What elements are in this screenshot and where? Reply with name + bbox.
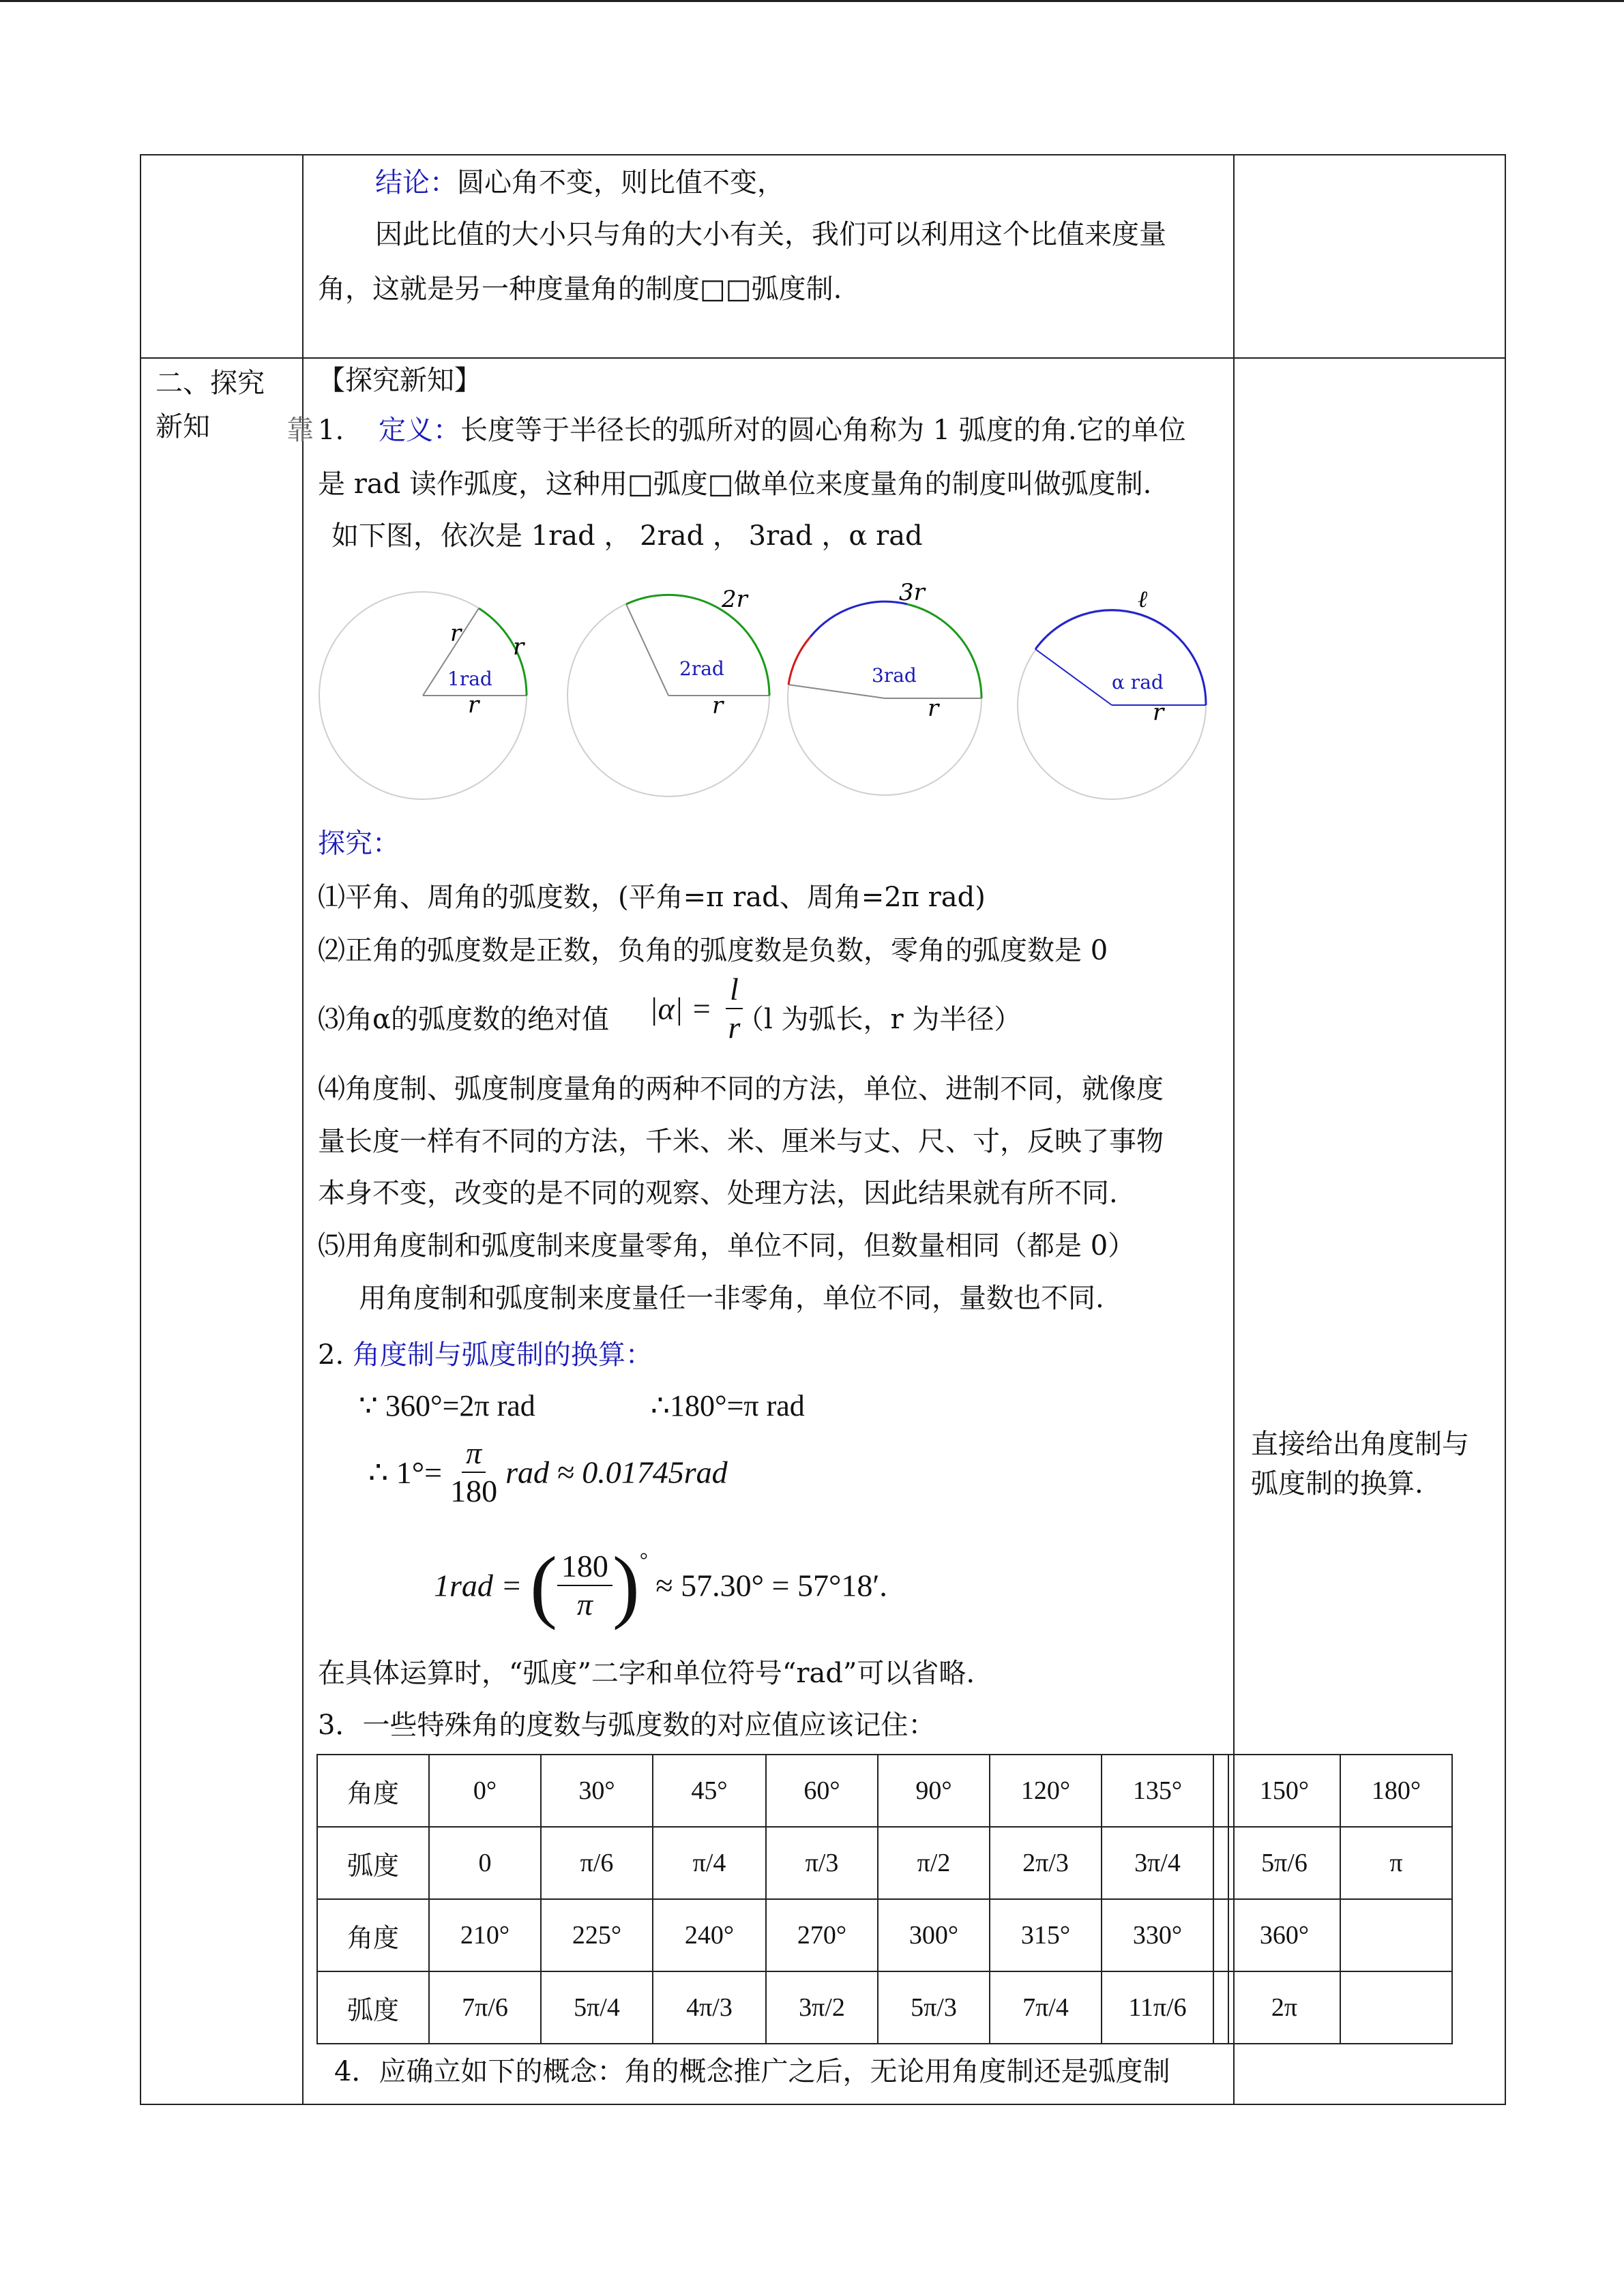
row-divider <box>140 357 1506 359</box>
label-r: r <box>928 695 939 722</box>
one-degree-formula <box>368 1435 728 1510</box>
table-row-header: 角度 <box>317 1755 429 1827</box>
table-left-border <box>140 154 141 2105</box>
definition-line-2: 是 rad 读作弧度，这种用□弧度□做单位来度量角的制度叫做弧度制. <box>318 468 1152 500</box>
table-cell: π/3 <box>766 1827 878 1899</box>
para-line-2: 角，这就是另一种度量角的制度□□弧度制. <box>318 273 842 305</box>
conclusion-label: 结论： <box>375 167 457 198</box>
table-cell: 225° <box>541 1899 653 1971</box>
table-row-header: 弧度 <box>317 1971 429 2044</box>
explore-item-5-line1: ⑸用角度制和弧度制来度量零角，单位不同，但数量相同（都是 0） <box>318 1230 1136 1262</box>
frac-den: π <box>576 1587 593 1622</box>
table-cell: 0° <box>429 1755 541 1827</box>
conversion-num: 2. <box>318 1339 344 1371</box>
definition-text: 长度等于半径长的弧所对的圆心角称为 1 弧度的角.它的单位 <box>460 415 1186 446</box>
table-row <box>317 1971 1452 2044</box>
table-row <box>317 1755 1452 1827</box>
table-cell: 5π/4 <box>541 1971 653 2044</box>
table-right-border <box>1505 154 1506 2105</box>
col-divider-1 <box>302 154 304 2105</box>
explore-item-2: ⑵正角的弧度数是正数，负角的弧度数是负数，零角的弧度数是 0 <box>318 935 1108 966</box>
frac-num: π <box>462 1435 486 1473</box>
table-cell <box>1213 1827 1228 1899</box>
abs-alpha-formula <box>649 971 748 1046</box>
special-angles-heading: 3．一些特殊角的度数与弧度数的对应值应该记住： <box>318 1710 936 1741</box>
conclusion-text: 圆心角不变，则比值不变， <box>457 167 784 198</box>
one-rad-formula <box>434 1538 887 1632</box>
table-cell: 5π/6 <box>1228 1827 1340 1899</box>
explore-item-3 <box>318 1001 609 1038</box>
arc-green <box>907 604 981 698</box>
table-cell: 330° <box>1102 1899 1213 1971</box>
explore-item-5-line2: 用角度制和弧度制来度量任一非零角，单位不同，量数也不同. <box>359 1283 1104 1314</box>
label-r: r <box>712 692 724 719</box>
special-angles-table <box>316 1754 1453 2044</box>
table-row <box>317 1827 1452 1899</box>
table-cell: 5π/3 <box>878 1971 990 2044</box>
arc-blue <box>810 601 907 637</box>
radius-angled <box>626 604 668 696</box>
label-r: r <box>1153 699 1164 726</box>
explore-item-3-prefix: ⑶角α的弧度数的绝对值 <box>318 1004 610 1035</box>
stray-char: 靠 <box>286 415 314 446</box>
section-label <box>156 361 265 449</box>
table-cell: 2π/3 <box>990 1827 1102 1899</box>
section-label-line2: 新知 <box>156 411 210 443</box>
definition-line <box>318 414 1186 447</box>
table-cell: π <box>1340 1827 1452 1899</box>
definition-num: 1. <box>318 415 344 446</box>
explore-heading: 【探究新知】 <box>318 365 482 396</box>
one-rad-prefix: 1rad = <box>434 1568 522 1603</box>
table-cell: 135° <box>1102 1755 1213 1827</box>
table-cell: 11π/6 <box>1102 1971 1213 2044</box>
pi-over-180 <box>446 1435 501 1510</box>
conversion-180: ∴180°=π rad <box>651 1389 805 1422</box>
page-top-border <box>0 0 1624 2</box>
table-cell: 90° <box>878 1755 990 1827</box>
explore-item-3-suffix: （l 为弧长，r 为半径） <box>737 1004 1022 1035</box>
table-cell: 7π/6 <box>429 1971 541 2044</box>
table-cell: 180° <box>1340 1755 1452 1827</box>
arc-green <box>626 595 769 696</box>
explore-item-4-line2: 量长度一样有不同的方法，千米、米、厘米与丈、尺、寸，反映了事物 <box>318 1126 1164 1157</box>
para-line-1: 因此比值的大小只与角的大小有关，我们可以利用这个比值来度量 <box>375 219 1166 250</box>
table-cell: 7π/4 <box>990 1971 1102 2044</box>
one-degree-suffix: rad ≈ 0.01745rad <box>505 1455 728 1490</box>
right-note <box>1251 1425 1469 1504</box>
conversion-360: ∵ 360°=2π rad <box>359 1389 535 1422</box>
frac-den: 180 <box>450 1474 498 1508</box>
label-arc: 3r <box>899 580 925 606</box>
radius-angled <box>1035 649 1112 705</box>
table-cell: 3π/4 <box>1102 1827 1213 1899</box>
figure-3rad <box>784 580 1016 807</box>
label-arc: ℓ <box>1138 586 1148 613</box>
table-cell <box>1213 1971 1228 2044</box>
table-cell: π/6 <box>541 1827 653 1899</box>
one-degree-prefix: ∴ 1°= <box>368 1455 443 1490</box>
figure-1rad <box>314 586 539 807</box>
frac-num: l <box>726 971 743 1009</box>
abs-alpha: |α| = <box>649 991 712 1026</box>
conversion-heading <box>318 1339 653 1371</box>
table-cell: 45° <box>653 1755 766 1827</box>
explore-item-4-line3: 本身不变，改变的是不同的观察、处理方法，因此结果就有所不同. <box>318 1178 1118 1209</box>
conversion-label: 角度制与弧度制的换算： <box>352 1339 653 1371</box>
frac-num: 180 <box>557 1548 612 1586</box>
table-cell <box>1213 1899 1228 1971</box>
figure-2rad <box>566 586 791 807</box>
center-label: 2rad <box>679 657 724 680</box>
label-r3: r <box>468 691 479 719</box>
explore-item-4-line1: ⑷角度制、弧度制度量角的两种不同的方法，单位、进制不同，就像度 <box>318 1073 1164 1105</box>
table-cell: 2π <box>1228 1971 1340 2044</box>
table-top-border <box>140 154 1506 155</box>
table-cell: 210° <box>429 1899 541 1971</box>
table-cell: 120° <box>990 1755 1102 1827</box>
explore-item-1: ⑴平角、周角的弧度数，(平角=π rad、周角=2π rad) <box>318 882 986 913</box>
table-cell: 315° <box>990 1899 1102 1971</box>
table-cell: 60° <box>766 1755 878 1827</box>
table-cell: 30° <box>541 1755 653 1827</box>
table-cell: 3π/2 <box>766 1971 878 2044</box>
definition-label: 定义： <box>379 415 461 446</box>
degree-sup: ° <box>639 1549 648 1572</box>
section-label-line1: 二、探究 <box>156 368 265 399</box>
table-cell: π/4 <box>653 1827 766 1899</box>
table-cell: 150° <box>1228 1755 1340 1827</box>
right-note-line1: 直接给出角度制与 <box>1251 1429 1469 1460</box>
explore-label: 探究： <box>318 828 400 859</box>
180-over-pi <box>557 1548 612 1623</box>
table-bottom-border <box>140 2104 1506 2105</box>
label-r2: r <box>513 633 525 661</box>
center-label: 3rad <box>872 664 917 687</box>
radius-angled <box>788 685 885 698</box>
table-cell: 240° <box>653 1899 766 1971</box>
figure-alpha-rad <box>1016 586 1221 807</box>
table-cell <box>1213 1755 1228 1827</box>
table-row-header: 角度 <box>317 1899 429 1971</box>
center-label: α rad <box>1112 671 1164 694</box>
table-cell: 360° <box>1228 1899 1340 1971</box>
one-rad-suffix: ≈ 57.30° = 57°18′. <box>655 1568 887 1603</box>
table-cell <box>1340 1971 1452 2044</box>
arc-red <box>788 637 810 685</box>
table-row <box>317 1899 1452 1971</box>
concept-line: 4．应确立如下的概念：角的概念推广之后，无论用角度制还是弧度制 <box>334 2056 1170 2087</box>
right-note-line2: 弧度制的换算. <box>1251 1468 1423 1500</box>
label-r1: r <box>450 620 462 647</box>
center-label: 1rad <box>447 668 492 690</box>
figure-caption: 如下图，依次是 1rad ， 2rad ， 3rad ，α rad <box>331 520 923 552</box>
label-arc: 2r <box>722 586 748 613</box>
table-cell: 270° <box>766 1899 878 1971</box>
conclusion-line <box>375 166 784 199</box>
table-cell <box>1340 1899 1452 1971</box>
table-cell: 0 <box>429 1827 541 1899</box>
table-row-header: 弧度 <box>317 1827 429 1899</box>
frac-den: r <box>728 1010 741 1045</box>
table-cell: 300° <box>878 1899 990 1971</box>
table-cell: π/2 <box>878 1827 990 1899</box>
table-cell: 4π/3 <box>653 1971 766 2044</box>
omit-note: 在具体运算时，“弧度”二字和单位符号“rad”可以省略. <box>318 1658 975 1689</box>
paren-right: ) <box>612 1540 640 1630</box>
paren-left: ( <box>529 1540 557 1630</box>
